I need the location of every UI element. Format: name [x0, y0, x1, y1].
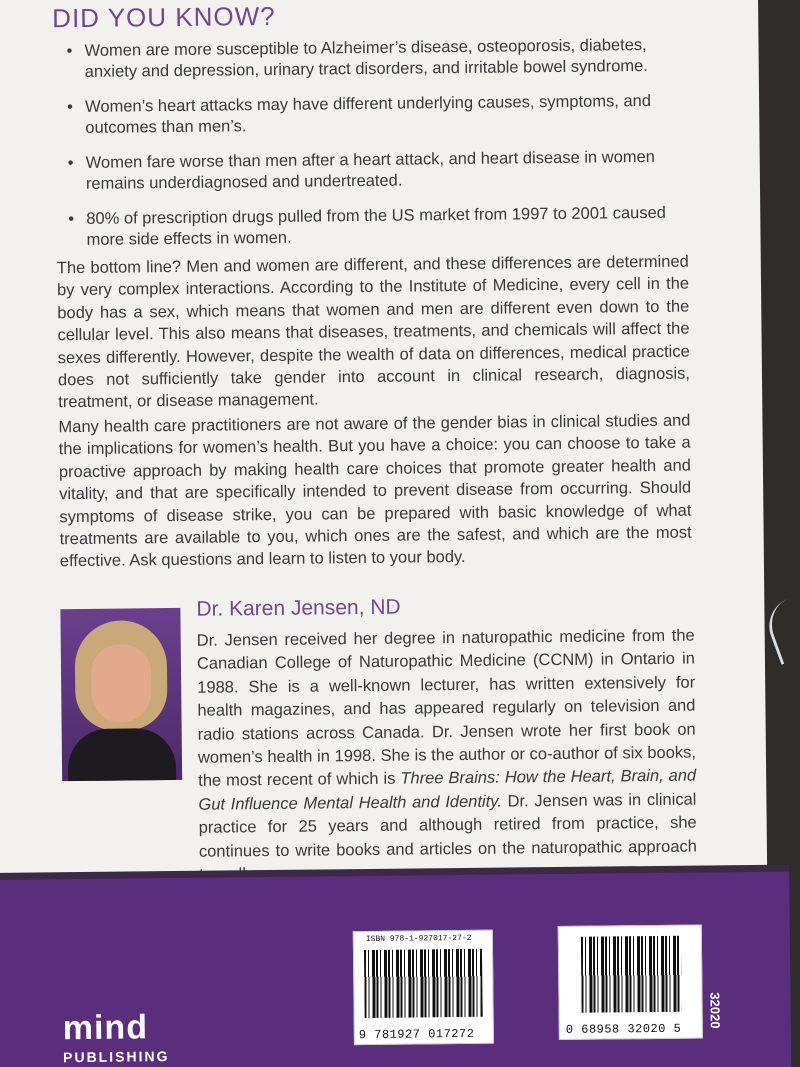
- publisher-logo-sub: PUBLISHING: [62, 1048, 170, 1066]
- book-title: Three Brains: How the Heart, Brain, and Gut Influence Mental Health and Identity.: [198, 766, 697, 814]
- barcode-bars: [581, 936, 682, 1013]
- upc-digits: 0 68958 32020 5: [565, 1021, 682, 1037]
- list-item: • 80% of prescription drugs pulled from the US market from 1997 to 2001 caused more side effects in women.: [68, 203, 678, 251]
- author-photo: [60, 608, 182, 781]
- author-name: Dr. Karen Jensen, ND: [196, 595, 401, 621]
- isbn-digits: 9 781927 017272: [358, 1026, 475, 1043]
- bio-text: Dr. Jensen received her degree in naturopathic medicine from the Canadian College of Naturopathic Medicine (CCNM) in Ontario in 1988. She is a well-known lecturer, has written extensively for health magazines, and has appeared regularly on television and radio stations across Canada. Dr. Jensen wrote her first book on women’s health in 1998. She is the author or co-author of six books, the most recent of which is: [196, 626, 697, 791]
- list-item: • Women’s heart attacks may have different underlying causes, symptoms, and outcomes than men’s.: [67, 91, 677, 139]
- publisher-logo: mind: [62, 1008, 149, 1048]
- side-code: 32020: [707, 992, 723, 1029]
- upc-barcode: [558, 924, 703, 1040]
- author-bio: [197, 625, 698, 888]
- list-item: • Women are more susceptible to Alzheimer’s disease, osteoporosis, diabetes, anxiety and depression, urinary tract disorders, and irritable bowel syndrome.: [66, 35, 676, 83]
- isbn-label: ISBN 978-1-927017-27-2: [365, 933, 472, 945]
- author-face: [91, 644, 152, 723]
- author-shirt: [68, 728, 177, 781]
- fact-list: [66, 35, 678, 265]
- bio-text: Dr. Jensen was in clinical practice for 25 years and although retired from practice, she continues to write books and articles on the naturopathic approach: [198, 790, 697, 861]
- section-heading: DID YOU KNOW?: [52, 0, 276, 34]
- isbn-barcode: [353, 930, 494, 1045]
- paragraph: The bottom line? Men and women are different, and these differences are determined by very complex interactions. According to the Institute of Medicine, every cell in the body has a sex, which means that women and men are different even down to the cellular level. This also means that diseases, treatments, and chemicals will affect the sexes differently. However, despite the wealth of data on differences, medical practice does not sufficiently take gender into account in clinical research, diagnosis, treatment, or disease management.: [56, 252, 691, 412]
- paragraph: Many health care practitioners are not aware of the gender bias in clinical studies and the implications for women’s health. But you have a choice: you can choose to take a proactive approach by making health care choices that promote greater health and vitality, and that are specifically intended to prevent disease from occurring. Should symptoms of disease strike, you can be prepared with basic knowledge of what treatments are available to you, which ones are the safest, and which are the most effective. Ask questions and learn to listen to your body.: [58, 411, 692, 571]
- barcode-bars: [364, 949, 483, 1018]
- list-item: • Women fare worse than men after a heart attack, and heart disease in women remains underdiagnosed and undertreated.: [68, 147, 678, 195]
